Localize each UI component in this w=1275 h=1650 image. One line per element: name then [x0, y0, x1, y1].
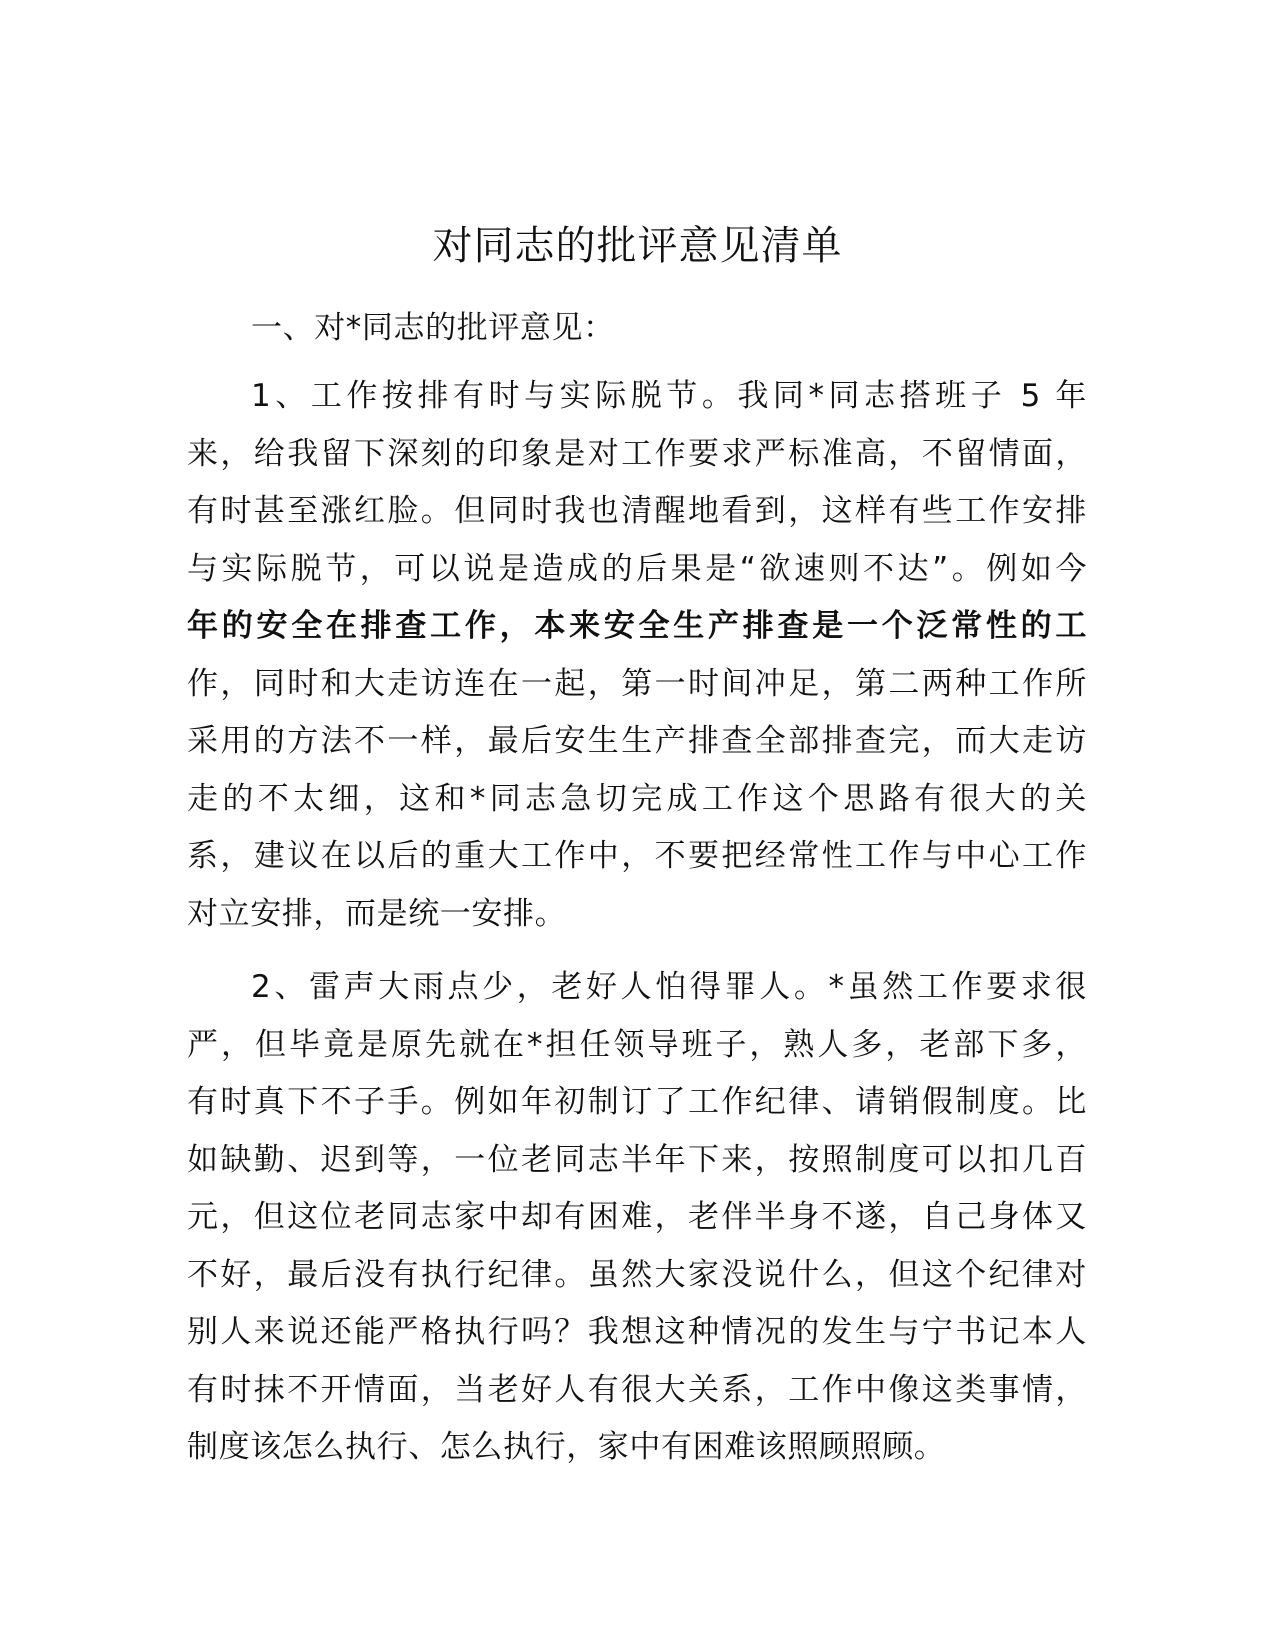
paragraph-2-line: 有时真下不子手。例如年初制订了工作纪律、请销假制度。比 — [187, 1084, 1087, 1120]
paragraph-2-line: 2、雷声大雨点少，老好人怕得罪人。*虽然工作要求很 — [251, 969, 1087, 1005]
paragraph-2-line: 严，但毕竟是原先就在*担任领导班子，熟人多，老部下多， — [187, 1026, 1087, 1063]
paragraph-2-line: 不好，最后没有执行纪律。虽然大家没说什么，但这个纪律对 — [187, 1256, 1087, 1293]
paragraph-1-line: 来，给我留下深刻的印象是对工作要求严标准高，不留情面， — [187, 435, 1087, 472]
paragraph-1-line: 走的不太细，这和*同志急切完成工作这个思路有很大的关 — [187, 780, 1087, 817]
paragraph-2-line: 别人来说还能严格执行吗？我想这种情况的发生与宁书记本人 — [187, 1314, 1087, 1350]
paragraph-1-line: 与实际脱节，可以说是造成的后果是“欲速则不达”。例如今 — [187, 550, 1087, 587]
paragraph-2-line: 如缺勤、迟到等，一位老同志半年下来，按照制度可以扣几百 — [187, 1141, 1087, 1178]
paragraph-1-line-bold: 年的安全在排查工作，本来安全生产排查是一个泛常性的工 — [187, 608, 1087, 644]
paragraph-2 — [187, 959, 1087, 1477]
paragraph-1-line: 作，同时和大走访连在一起，第一时间冲足，第二两种工作所 — [187, 665, 1087, 702]
paragraph-1-line: 1、工作按排有时与实际脱节。我同*同志搭班子 5 年 — [251, 378, 1087, 414]
paragraph-1-line: 采用的方法不一样，最后安生生产排查全部排查完，而大走访 — [187, 723, 1087, 759]
section-heading — [187, 300, 1087, 358]
paragraph-1-line: 对立安排，而是统一安排。 — [187, 895, 567, 932]
paragraph-1 — [187, 368, 1087, 943]
paragraph-2-line: 元，但这位老同志家中却有困难，老伴半身不遂，自己身体又 — [187, 1199, 1087, 1235]
paragraph-1-line: 系，建议在以后的重大工作中，不要把经常性工作与中心工作 — [187, 838, 1087, 874]
paragraph-2-line: 有时抹不开情面，当老好人有很大关系，工作中像这类事情， — [187, 1371, 1087, 1408]
paragraph-1-line: 有时甚至涨红脸。但同时我也清醒地看到，这样有些工作安排 — [187, 493, 1087, 529]
section-heading-text: 一、对*同志的批评意见： — [251, 310, 615, 346]
paragraph-2-line: 制度该怎么执行、怎么执行，家中有困难该照顾照顾。 — [187, 1429, 946, 1465]
document-title: 对同志的批评意见清单 — [432, 223, 843, 269]
